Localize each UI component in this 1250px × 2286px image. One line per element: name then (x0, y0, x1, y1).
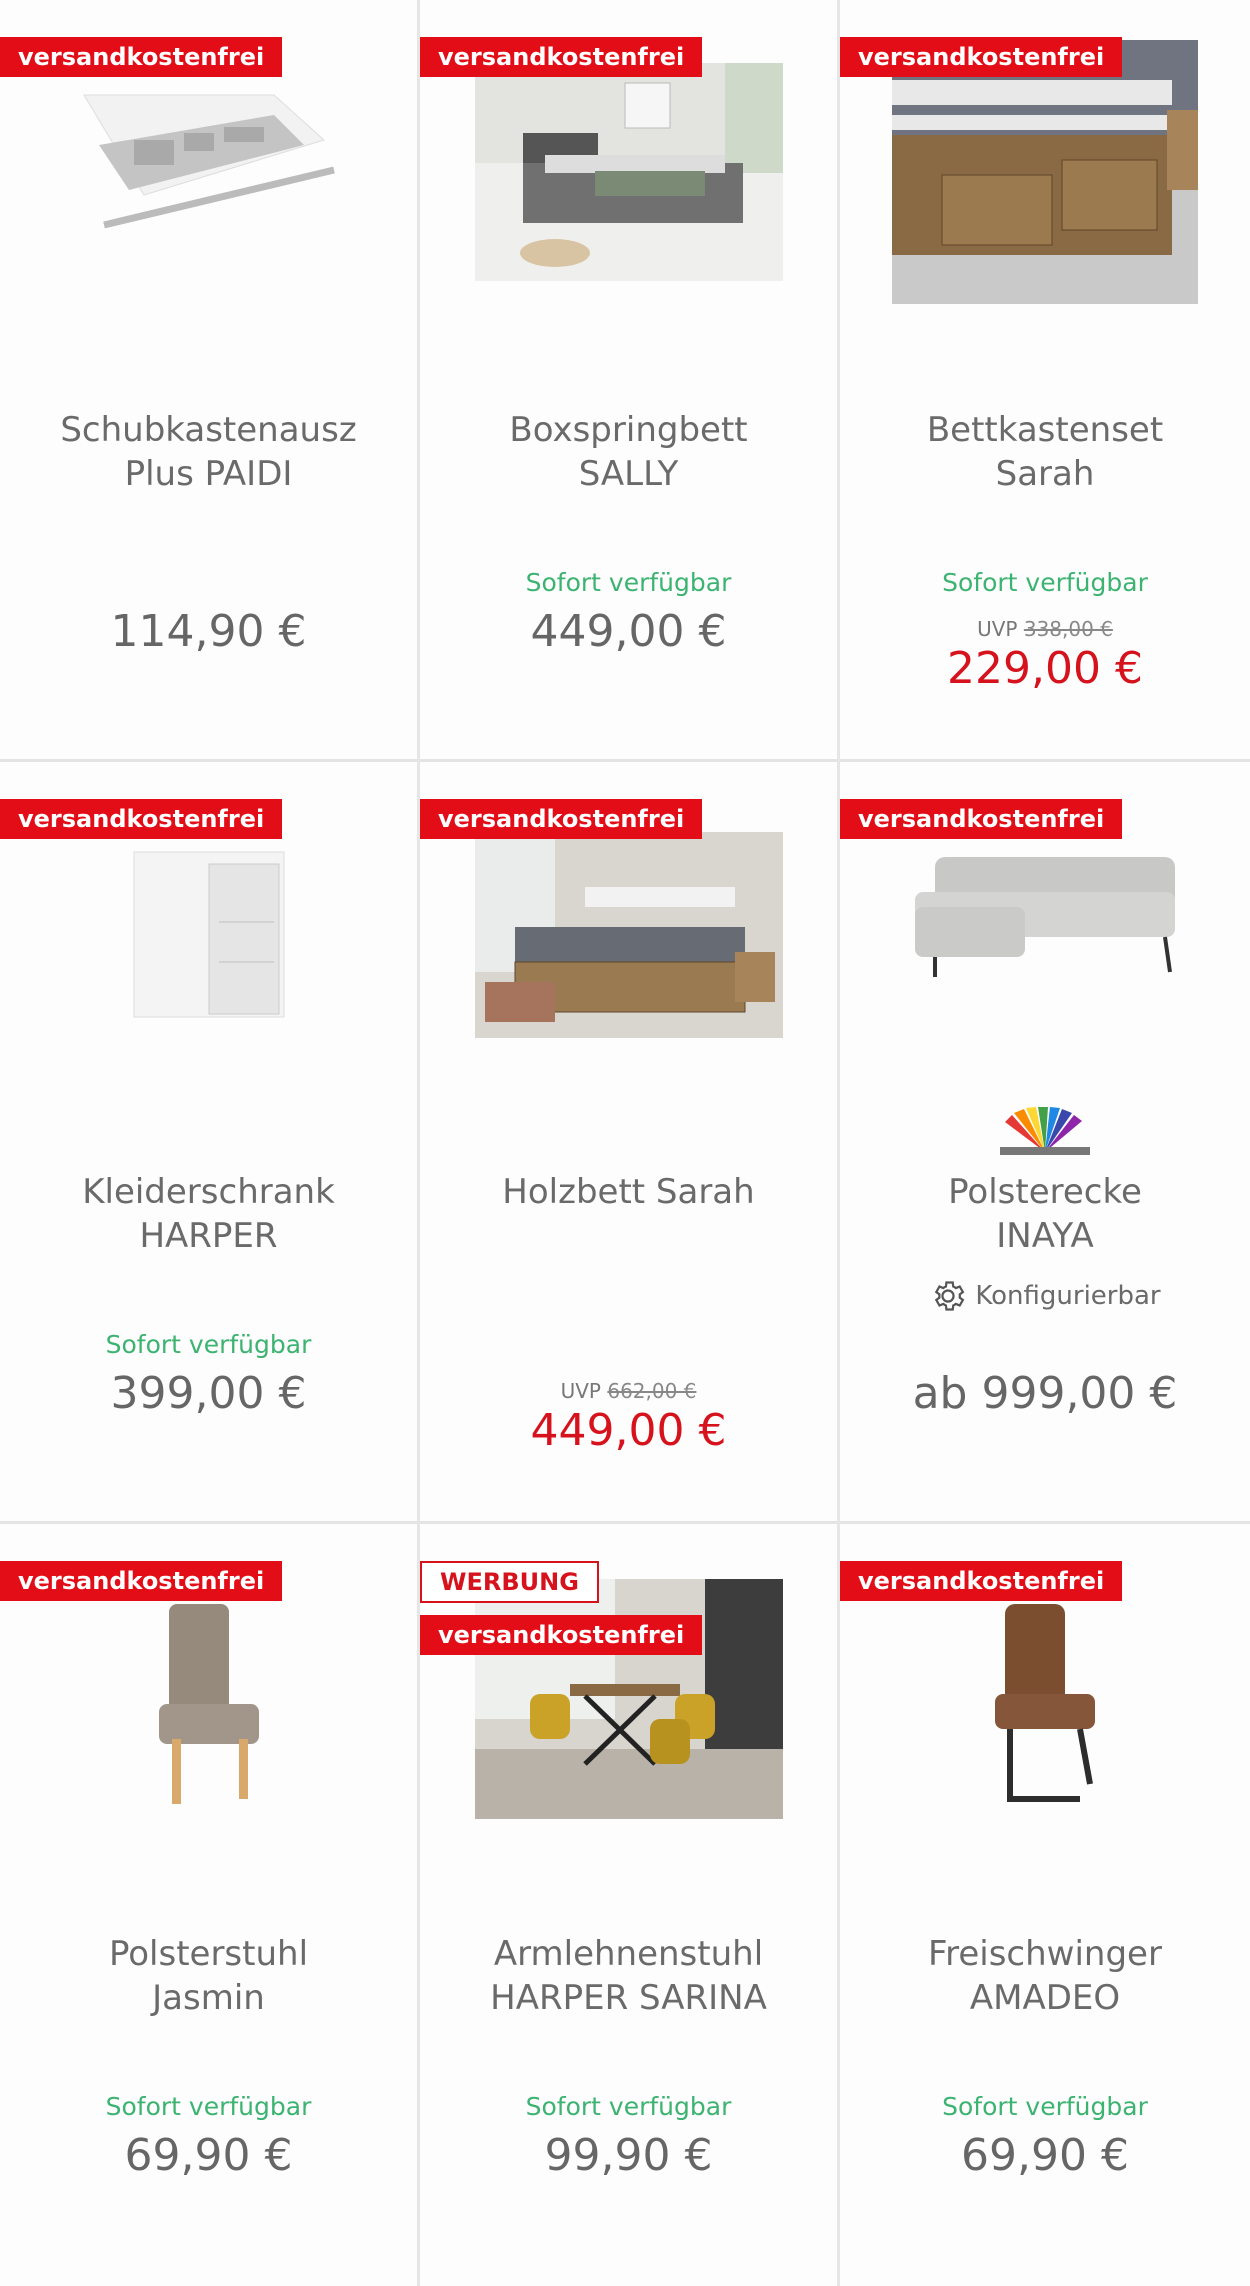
product-title[interactable]: Polsterecke INAYA (948, 1172, 1142, 1256)
product-title[interactable]: Polsterstuhl Jasmin (108, 1934, 309, 2018)
color-fan-icon (840, 1107, 1250, 1157)
free-shipping-badge: versandkostenfrei (0, 1561, 282, 1601)
product-price: 399,00 € (110, 1368, 307, 1419)
product-price: 449,00 € (530, 606, 727, 657)
free-shipping-badge: versandkostenfrei (840, 1561, 1122, 1601)
product-price: 69,90 € (961, 2130, 1129, 2181)
product-title[interactable]: Kleiderschrank HARPER (82, 1172, 335, 1256)
product-title[interactable]: Freischwinger AMADEO (928, 1934, 1162, 2018)
ad-badge: WERBUNG (420, 1561, 599, 1603)
free-shipping-badge: versandkostenfrei (0, 799, 282, 839)
product-card[interactable] (840, 1524, 1250, 2286)
gear-icon (929, 1277, 967, 1315)
availability-label: Sofort verfügbar (105, 2092, 312, 2121)
free-shipping-badge: versandkostenfrei (420, 37, 702, 77)
availability-label: Sofort verfügbar (105, 1330, 312, 1359)
product-card[interactable] (840, 0, 1250, 762)
availability-label: Sofort verfügbar (525, 2092, 732, 2121)
uvp-price: UVP 662,00 € (560, 1379, 697, 1403)
sale-price: 229,00 € (947, 643, 1143, 694)
product-card[interactable] (420, 0, 837, 762)
product-card[interactable] (840, 762, 1250, 1524)
free-shipping-badge: versandkostenfrei (840, 37, 1122, 77)
product-card[interactable] (0, 762, 417, 1524)
availability-label: Sofort verfügbar (942, 568, 1148, 597)
sale-price: 449,00 € (530, 1405, 727, 1456)
product-card[interactable] (0, 0, 417, 762)
product-title[interactable]: Armlehnenstuhl HARPER SARINA (490, 1934, 767, 2018)
product-price: 114,90 € (110, 606, 307, 657)
product-price: 99,90 € (544, 2130, 713, 2181)
product-card[interactable] (0, 1524, 417, 2286)
product-title[interactable]: Bettkastenset Sarah (926, 410, 1164, 494)
product-card[interactable] (420, 762, 837, 1524)
product-card[interactable] (420, 1524, 837, 2286)
free-shipping-badge: versandkostenfrei (420, 799, 702, 839)
free-shipping-badge: versandkostenfrei (0, 37, 282, 77)
free-shipping-badge: versandkostenfrei (840, 799, 1122, 839)
product-price: 69,90 € (124, 2130, 293, 2181)
product-title[interactable]: Boxspringbett SALLY (509, 410, 748, 494)
availability-label: Sofort verfügbar (525, 568, 732, 597)
uvp-price: UVP 338,00 € (977, 617, 1113, 641)
free-shipping-badge: versandkostenfrei (420, 1615, 702, 1655)
availability-label: Sofort verfügbar (942, 2092, 1148, 2121)
product-title[interactable]: Holzbett Sarah (502, 1172, 755, 1212)
configurable-label[interactable]: Konfigurierbar (840, 1277, 1250, 1315)
product-price: ab 999,00 € (912, 1368, 1178, 1419)
product-title[interactable]: Schubkastenausz Plus PAIDI (60, 410, 357, 494)
